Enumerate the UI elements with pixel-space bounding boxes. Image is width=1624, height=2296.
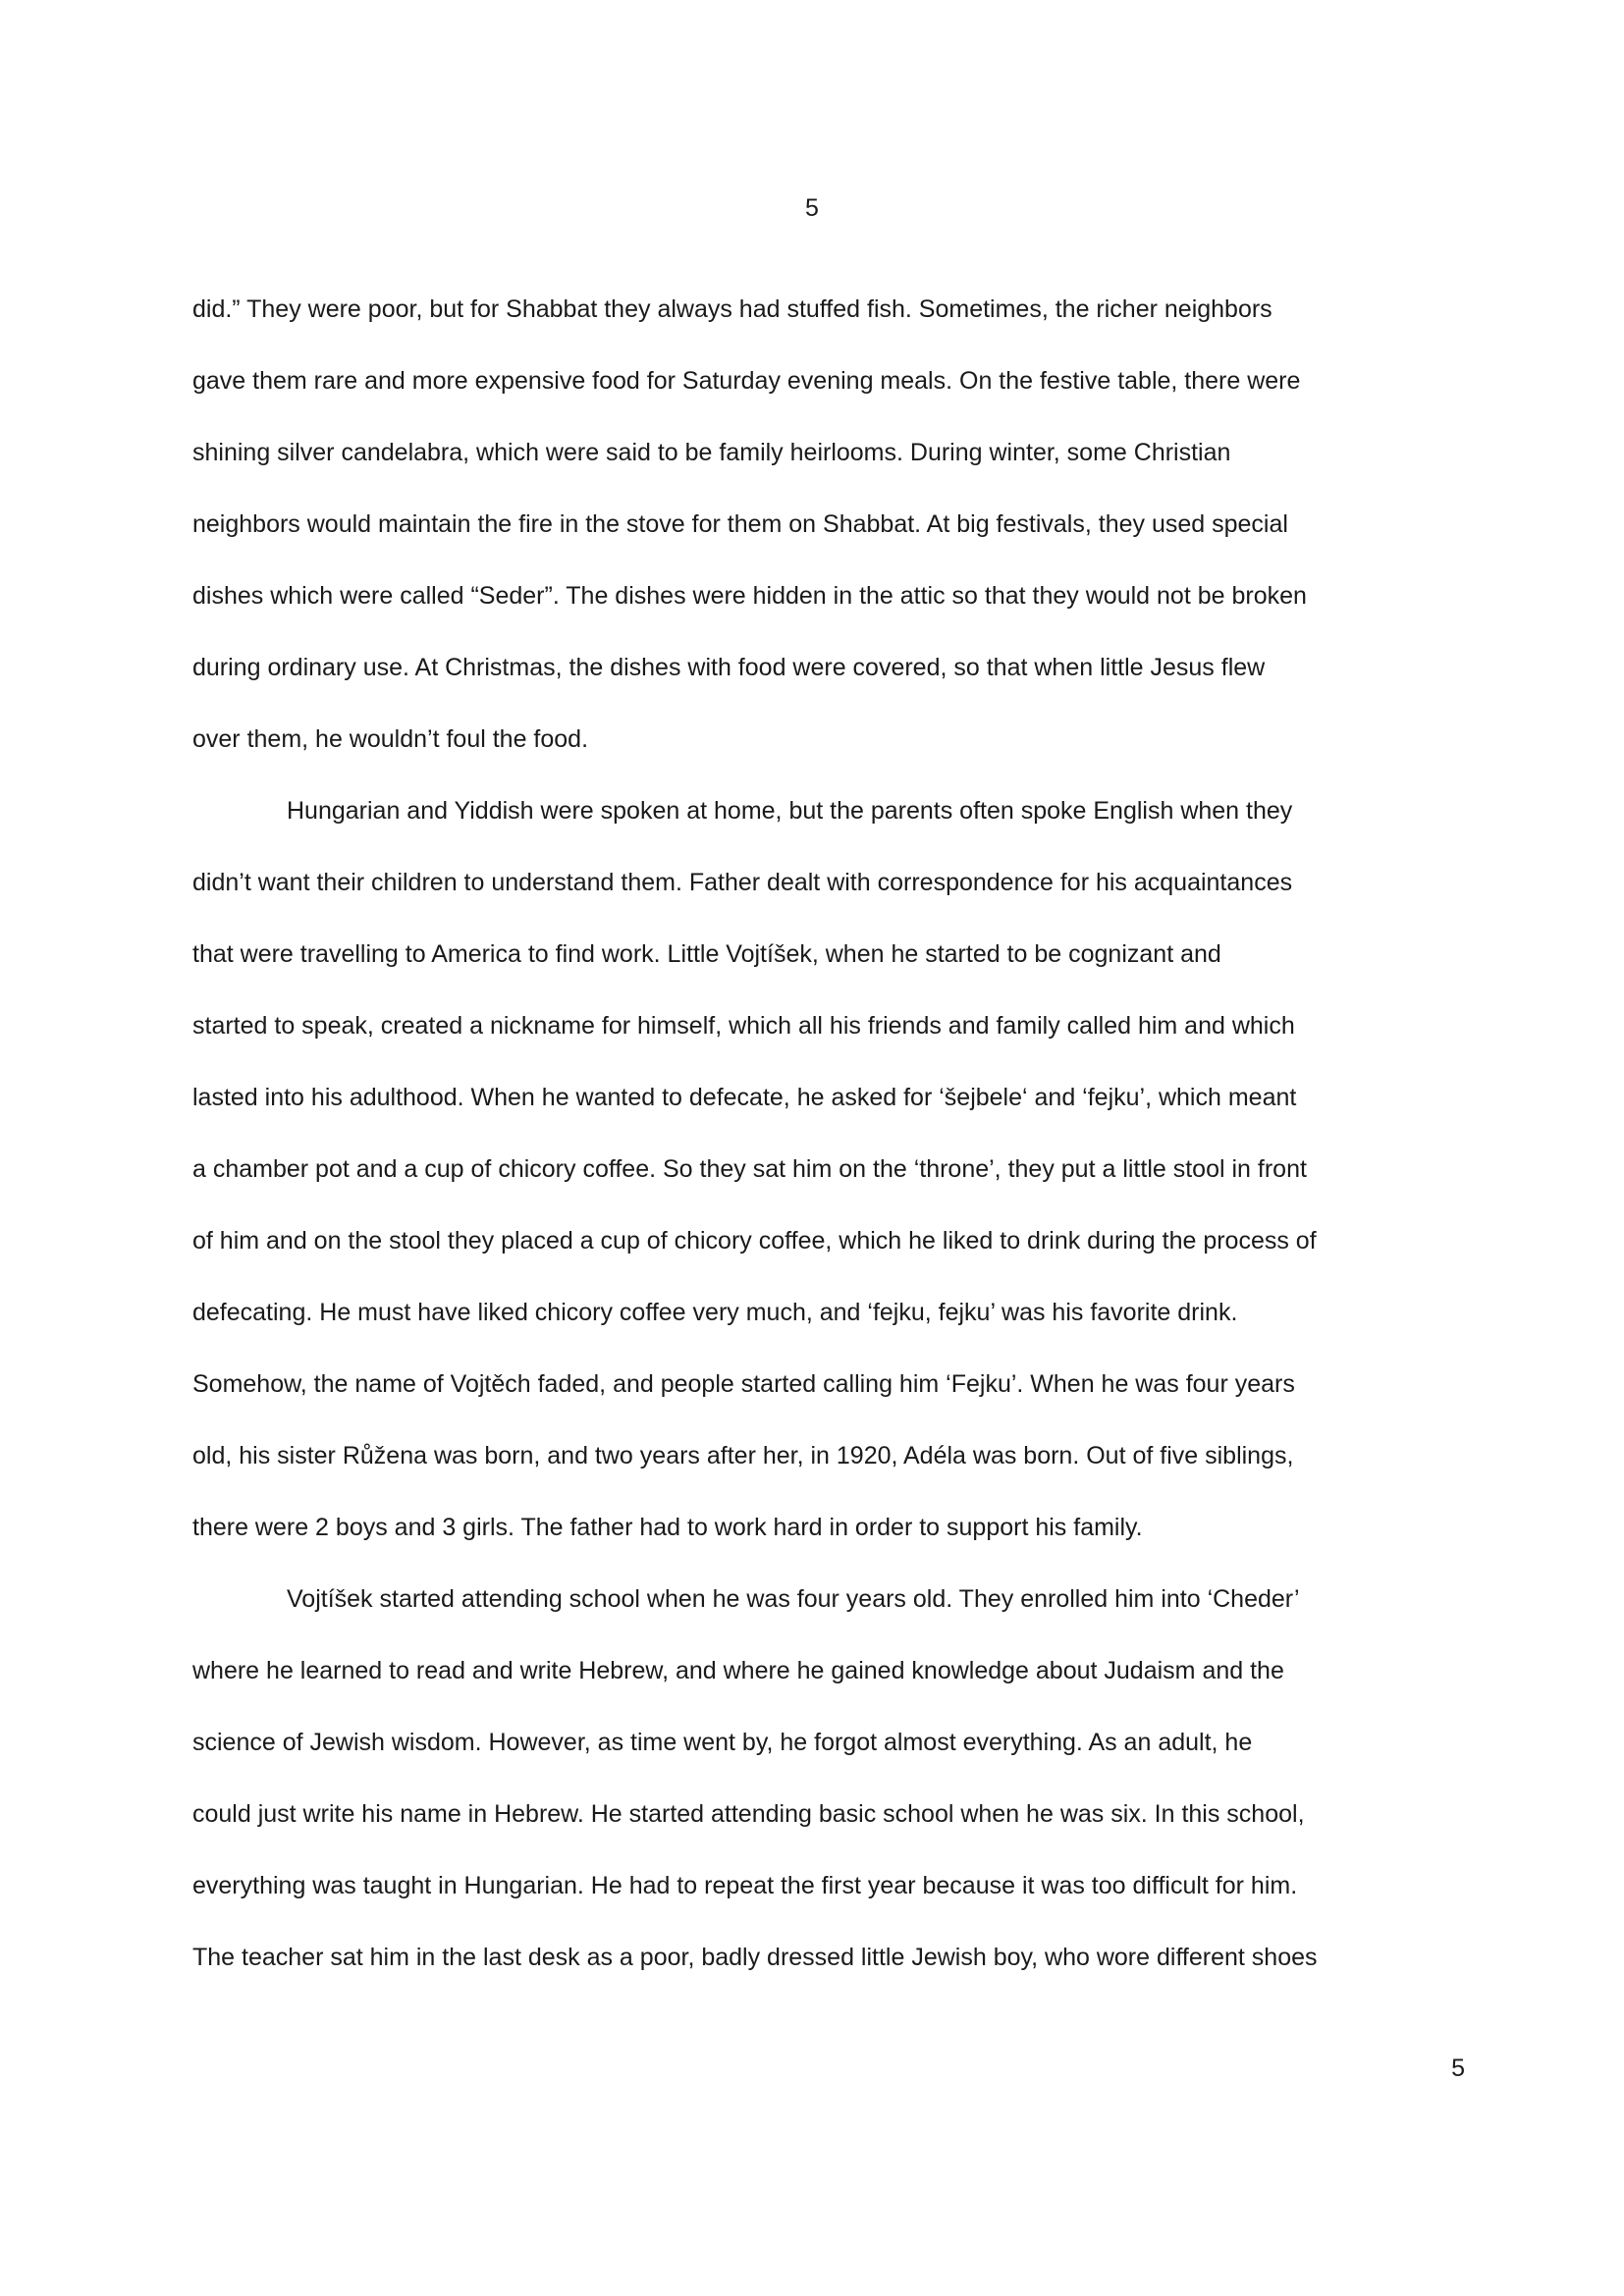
paragraph-3-line: where he learned to read and write Hebrew, and where he gained knowledge about Judaism and the (192, 1657, 1284, 1684)
paragraph-1-line: neighbors would maintain the fire in the stove for them on Shabbat. At big festivals, they used special (192, 510, 1288, 538)
paragraph-1-line: over them, he wouldn’t foul the food. (192, 725, 589, 753)
paragraph-2-line: didn’t want their children to understand them. Father dealt with correspondence for his acquaintances (192, 869, 1293, 896)
paragraph-3-line: The teacher sat him in the last desk as a poor, badly dressed little Jewish boy, who wore different shoes (192, 1944, 1318, 1971)
paragraph-1-line: during ordinary use. At Christmas, the dishes with food were covered, so that when little Jesus flew (192, 654, 1266, 681)
paragraph-1-line: shining silver candelabra, which were said to be family heirlooms. During winter, some Christian (192, 439, 1231, 466)
paragraph-2-line: old, his sister Růžena was born, and two years after her, in 1920, Adéla was born. Out of five siblings, (192, 1442, 1294, 1469)
paragraph-3-first-line: Vojtíšek started attending school when he was four years old. They enrolled him into ‘Cheder’ (287, 1585, 1300, 1613)
paragraph-2-line: of him and on the stool they placed a cup of chicory coffee, which he liked to drink during the process of (192, 1227, 1317, 1255)
paragraph-2-first-line: Hungarian and Yiddish were spoken at home, but the parents often spoke English when they (287, 797, 1293, 825)
paragraph-2-line: a chamber pot and a cup of chicory coffee. So they sat him on the ‘throne’, they put a little stool in front (192, 1155, 1307, 1183)
paragraph-2-line: started to speak, created a nickname for himself, which all his friends and family called him and which (192, 1012, 1295, 1040)
paragraph-3-line: everything was taught in Hungarian. He had to repeat the first year because it was too difficult for him. (192, 1872, 1298, 1899)
header-page-number: 5 (805, 194, 819, 222)
paragraph-1-line: dishes which were called “Seder”. The dishes were hidden in the attic so that they would not be broken (192, 582, 1307, 610)
document-body (192, 290, 1469, 2009)
paragraph-2-line: that were travelling to America to find work. Little Vojtíšek, when he started to be cognizant and (192, 940, 1221, 968)
paragraph-2-line: there were 2 boys and 3 girls. The father had to work hard in order to support his family. (192, 1514, 1143, 1541)
paragraph-2-line: defecating. He must have liked chicory coffee very much, and ‘fejku, fejku’ was his favorite drink. (192, 1299, 1238, 1326)
paragraph-3-line: could just write his name in Hebrew. He started attending basic school when he was six. In this school, (192, 1800, 1305, 1828)
paragraph-1-line: did.” They were poor, but for Shabbat they always had stuffed fish. Sometimes, the richer neighbors (192, 295, 1272, 323)
footer-page-number: 5 (1451, 2055, 1465, 2082)
paragraph-3-line: science of Jewish wisdom. However, as time went by, he forgot almost everything. As an adult, he (192, 1729, 1253, 1756)
paragraph-1-line: gave them rare and more expensive food for Saturday evening meals. On the festive table, there were (192, 367, 1301, 395)
paragraph-2-line: Somehow, the name of Vojtěch faded, and people started calling him ‘Fejku’. When he was four years (192, 1370, 1295, 1398)
paragraph-2-line: lasted into his adulthood. When he wanted to defecate, he asked for ‘šejbele‘ and ‘fejku’, which meant (192, 1084, 1297, 1111)
